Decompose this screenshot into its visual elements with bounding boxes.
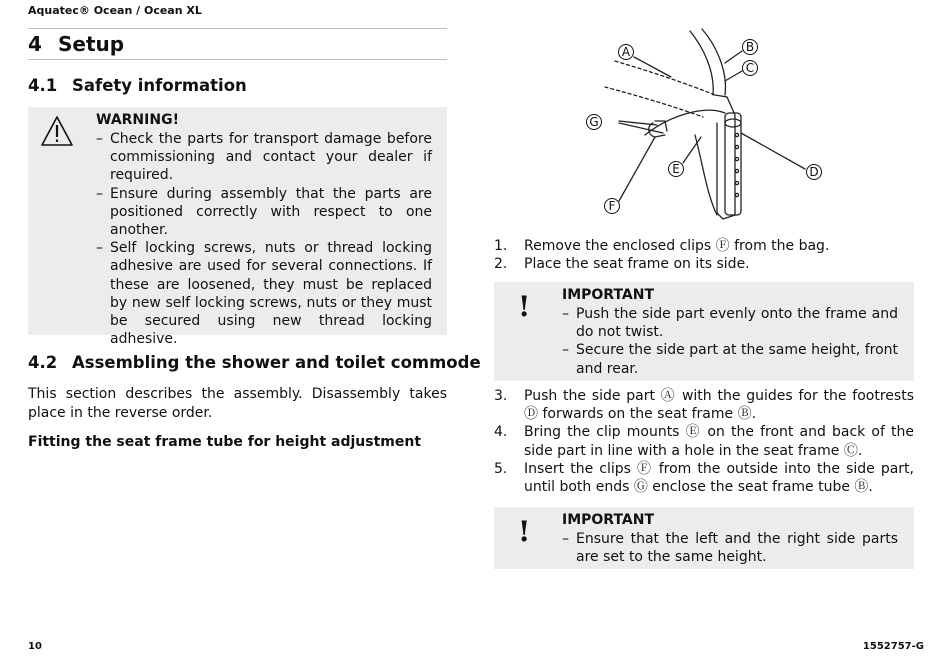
step-number: 1. (494, 238, 508, 254)
important-item: – Push the side part evenly onto the frame and do not twist. (562, 305, 898, 341)
list-item (494, 460, 914, 496)
important-title: IMPORTANT (562, 512, 655, 528)
svg-text:F: F (608, 199, 616, 213)
step-text: Place the seat frame on its side. (524, 256, 750, 273)
important-list (562, 530, 898, 566)
step-number: 5. (494, 460, 508, 477)
step-text: Remove the enclosed clips Ⓕ from the bag. (524, 238, 830, 254)
page-number: 10 (28, 641, 42, 652)
step-text: Push the side part Ⓐ with the guides for the footrests Ⓓ forwards on the seat frame Ⓑ. (524, 388, 914, 423)
warning-list (96, 130, 432, 348)
warning-item: – Ensure during assembly that the parts are positioned correctly with respect to one another. (96, 185, 432, 240)
section-heading (28, 28, 447, 60)
warning-title: WARNING! (96, 112, 179, 128)
svg-text:D: D (809, 165, 819, 179)
diagram-label-a (619, 45, 634, 60)
list-item (494, 387, 914, 423)
steps-list-2 (494, 387, 914, 496)
step-text: Bring the clip mounts Ⓔ on the front and back of the side part in line with a hole in the seat frame Ⓒ. (524, 424, 914, 459)
important-exclamation-icon: ! (518, 290, 531, 323)
important-box-1 (494, 282, 914, 381)
step-number: 4. (494, 424, 508, 441)
svg-text:A: A (621, 45, 631, 59)
document-header: Aquatec® Ocean / Ocean XL (28, 4, 202, 17)
document-id: 1552757-G (862, 641, 924, 652)
subsection-number: 4.1 (28, 76, 58, 95)
important-box-2 (494, 507, 914, 569)
svg-text:E: E (672, 162, 680, 176)
seat-frame-diagram (575, 25, 835, 225)
warning-item: – Self locking screws, nuts or thread locking adhesive are used for several connections. If these are loosened, they must be replaced by new self locking screws, nuts or they must be secured using new thread locking adhesive. (96, 239, 432, 348)
important-item: – Secure the side part at the same height, front and rear. (562, 341, 898, 377)
important-exclamation-icon: ! (518, 515, 531, 548)
intro-paragraph: This section describes the assembly. Disassembly takes place in the reverse order. (28, 386, 447, 421)
warning-box (28, 107, 447, 348)
diagram-label-g (587, 115, 602, 130)
procedure-heading: Fitting the seat frame tube for height adjustment (28, 434, 422, 450)
important-list (562, 305, 898, 378)
important-item: – Ensure that the left and the right side parts are set to the same height. (562, 530, 898, 566)
section-title: Setup (58, 32, 125, 56)
subsection-heading-safety (28, 76, 247, 95)
step-number: 3. (494, 388, 508, 404)
warning-triangle-icon (40, 115, 74, 147)
subsection-heading-assembly (28, 353, 481, 372)
list-item (494, 255, 914, 273)
svg-text:B: B (745, 40, 755, 54)
svg-text:G: G (589, 115, 599, 129)
diagram-label-f (605, 199, 620, 214)
diagram-label-c (743, 61, 758, 76)
section-number: 4 (28, 32, 42, 56)
diagram-label-e (669, 162, 684, 177)
diagram-label-b (743, 40, 758, 55)
subsection-number: 4.2 (28, 353, 58, 372)
warning-item: – Check the parts for transport damage before commissioning and contact your dealer if required. (96, 130, 432, 185)
svg-text:C: C (745, 61, 755, 75)
important-title: IMPORTANT (562, 287, 655, 303)
subsection-title: Safety information (72, 76, 247, 95)
step-text: Insert the clips Ⓕ from the outside into the side part, until both ends Ⓖ enclose the seat frame tube Ⓑ. (524, 460, 914, 496)
list-item (494, 423, 914, 459)
steps-list-1 (494, 237, 914, 273)
step-number: 2. (494, 256, 508, 273)
subsection-title: Assembling the shower and toilet commode (72, 353, 481, 372)
list-item (494, 237, 914, 255)
diagram-label-d (807, 165, 822, 180)
